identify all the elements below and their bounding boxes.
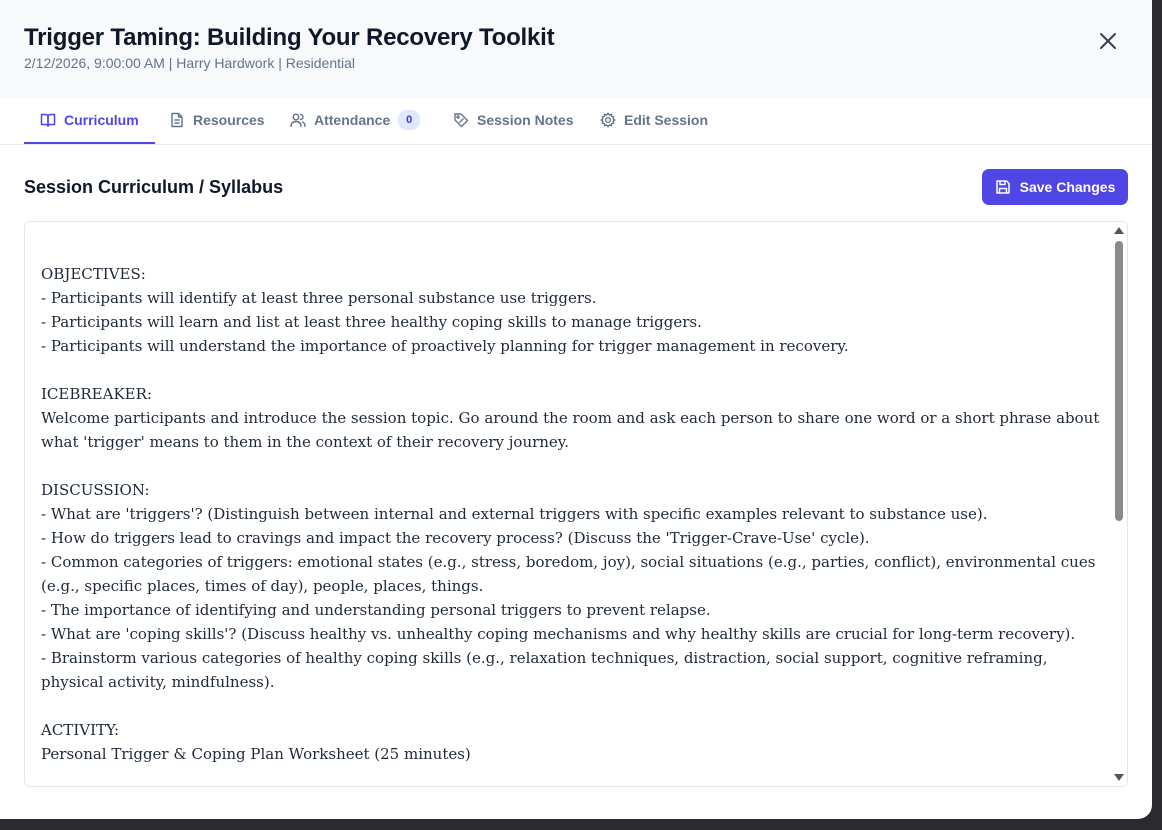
scroll-down-arrow-icon[interactable] [1114,774,1124,781]
curriculum-text: OBJECTIVES: - Participants will identify at least three personal substance use triggers. - Participants will learn and list at least three healthy coping skills to manage triggers. - Participants will understand the importance of proactively planning for trigger management in recovery. ICEBREAKER: Welcome participants and introduce the session topic. Go around the room and ask each person to share one word or a short phrase about what 'trigger' means to them in the context of their recovery journey. DISCUSSION: - What are 'triggers'? (Distinguish between internal and external triggers with specific examples relevant to substance use). - How do triggers lead to cravings and impact the recovery process? (Discuss the 'Trigger-Crave-Use' cycle). - Common categories of triggers: emotional states (e.g., stress, boredom, joy), social situations (e.g., parties, conflict), environmental cues (e.g., specific places, times of day), people, places, things. - The importance of identifying and understanding personal triggers to prevent relapse. - What are 'coping skills'? (Discuss healthy vs. unhealthy coping mechanisms and why healthy skills are crucial for long-term recovery). - Brainstorm various categories of healthy coping skills (e.g., relaxation techniques, distraction, social support, cognitive reframing, physical activity, mindfulness). ACTIVITY: Personal Trigger & Coping Plan Worksheet (25 minutes) [41,265,1100,763]
tab-label: Resources [193,112,265,128]
gear-icon [600,112,616,128]
curriculum-textarea[interactable] [24,221,1128,787]
document-icon [169,112,185,128]
tab-edit-session[interactable] [600,98,708,142]
tab-label: Curriculum [64,112,139,128]
editor-scrollbar[interactable] [1111,222,1127,786]
tab-attendance[interactable] [290,98,420,142]
close-icon [1098,31,1118,51]
scroll-up-arrow-icon[interactable] [1114,227,1124,234]
page-title: Trigger Taming: Building Your Recovery Toolkit [24,24,555,51]
attendance-count-badge: 0 [398,110,420,130]
tab-curriculum[interactable] [24,98,155,144]
save-icon [995,179,1011,195]
tab-label: Session Notes [477,112,574,128]
save-changes-button[interactable] [982,169,1128,205]
users-icon [290,112,306,128]
tab-session-notes[interactable] [453,98,573,142]
note-icon [453,112,469,128]
save-button-label: Save Changes [1019,179,1116,195]
session-subtitle: 2/12/2026, 9:00:00 AM | Harry Hardwork | Residential [24,55,355,71]
tab-label: Attendance [314,112,391,128]
tab-resources[interactable] [169,98,265,142]
scroll-thumb[interactable] [1115,241,1123,521]
close-button[interactable] [1093,26,1123,56]
book-icon [40,112,56,128]
tab-label: Edit Session [624,112,709,128]
section-title: Session Curriculum / Syllabus [24,177,284,197]
modal-header [0,0,1152,98]
tab-bar [0,98,1152,145]
